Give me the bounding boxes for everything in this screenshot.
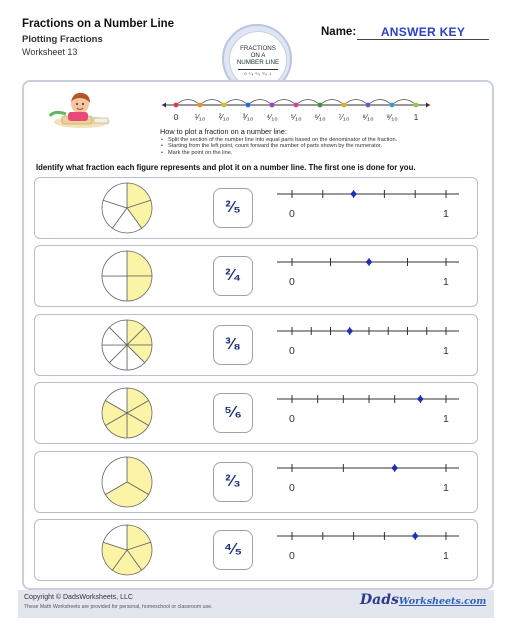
- pie-slice: [127, 251, 152, 276]
- pie-slice: [102, 251, 127, 276]
- fraction-label: ⁵⁄₆: [213, 393, 253, 433]
- how-to-step-3: • Mark the point on the line.: [168, 150, 397, 156]
- tenths-label: ²⁄₁₀: [218, 112, 230, 122]
- usage-note: These Math Worksheets are provided for personal, homeschool or classroom use.: [24, 604, 213, 610]
- tenths-arc: [248, 100, 272, 106]
- problem-graphics: [35, 452, 477, 512]
- fraction-label: ²⁄₅: [213, 188, 253, 228]
- tenths-arc: [296, 100, 320, 106]
- fraction-label: ²⁄₄: [213, 256, 253, 296]
- problem-card: [34, 177, 478, 239]
- tenths-label: ¹⁄₁₀: [194, 112, 206, 122]
- tenths-label: ⁵⁄₁₀: [290, 112, 302, 122]
- tenths-label: 1: [413, 112, 419, 122]
- problem-card: [34, 245, 478, 307]
- fraction-label: ⁴⁄₅: [213, 530, 253, 570]
- tenths-point: [222, 103, 227, 108]
- pie-slice: [127, 276, 152, 301]
- girl-reading-book-icon: [50, 93, 110, 128]
- problem-graphics: [35, 383, 477, 443]
- tenths-label: ⁸⁄₁₀: [362, 112, 374, 122]
- tenths-arc: [368, 100, 392, 106]
- tenths-point: [390, 103, 395, 108]
- tenths-arc: [344, 100, 368, 106]
- tenths-point: [246, 103, 251, 108]
- worksheet-number: Worksheet 13: [22, 47, 78, 57]
- tenths-arc: [392, 100, 416, 106]
- problem-card: [34, 451, 478, 513]
- copyright: Copyright © DadsWorksheets, LLC: [24, 594, 133, 601]
- tenths-arc: [224, 100, 248, 106]
- logo-text: Dads: [360, 592, 399, 608]
- tenths-label: ⁹⁄₁₀: [386, 112, 398, 122]
- instructions: Identify what fraction each figure represents and plot it on a number line. The first one is done for you.: [36, 163, 416, 172]
- how-to-step-1: • Split the section of the number line into equal parts based on the denominator of the fraction.: [168, 137, 397, 143]
- badge-line-2: ON A: [250, 51, 266, 59]
- number-line-end-label: 1: [443, 208, 449, 220]
- tenths-label: ³⁄₁₀: [242, 112, 254, 122]
- plotted-point: [391, 464, 398, 471]
- tenths-point: [318, 103, 323, 108]
- tenths-point: [414, 103, 419, 108]
- problem-graphics: [35, 178, 477, 238]
- how-to-step-2: • Starting from the left point, count forward the number of parts shown by the numerator.: [168, 143, 397, 149]
- plotted-point: [412, 532, 419, 539]
- plotted-point: [366, 258, 373, 265]
- problem-card: [34, 519, 478, 581]
- tenths-label: 0: [173, 112, 179, 122]
- tenths-point: [270, 103, 275, 108]
- number-line-end-label: 1: [443, 276, 449, 288]
- tenths-point: [198, 103, 203, 108]
- number-line-start-label: 0: [289, 413, 295, 425]
- site-logo: [360, 592, 486, 608]
- badge-line-1: FRACTIONS: [240, 44, 276, 52]
- number-line-start-label: 0: [289, 345, 295, 357]
- tenths-arc: [176, 100, 200, 106]
- tenths-arc: [320, 100, 344, 106]
- fraction-label: ³⁄₈: [213, 325, 253, 365]
- number-line-start-label: 0: [289, 482, 295, 494]
- name-line: [357, 39, 489, 40]
- tenths-label: ⁶⁄₁₀: [314, 112, 326, 122]
- badge-line-3: NUMBER LINE: [236, 58, 280, 66]
- number-line-start-label: 0: [289, 276, 295, 288]
- badge-ticks: 0 ¹⁄₈ ²⁄₈ ³⁄₈ 1: [244, 70, 272, 76]
- plotted-point: [346, 327, 353, 334]
- problem-graphics: [35, 520, 477, 580]
- badge-number-line: [238, 69, 278, 70]
- name-label: Name:: [321, 26, 357, 38]
- problem-card: [34, 382, 478, 444]
- tenths-arc: [200, 100, 224, 106]
- tenths-point: [342, 103, 347, 108]
- tenths-point: [294, 103, 299, 108]
- pie-slice: [102, 276, 127, 301]
- plotted-point: [350, 190, 357, 197]
- tenths-label: ⁴⁄₁₀: [266, 112, 278, 122]
- how-to-heading: How to plot a fraction on a number line:: [160, 127, 287, 136]
- worksheet-subtitle: Plotting Fractions: [22, 34, 103, 45]
- number-line-end-label: 1: [443, 345, 449, 357]
- number-line-start-label: 0: [289, 208, 295, 220]
- tenths-point: [366, 103, 371, 108]
- tenths-number-line: [158, 93, 448, 125]
- number-line-end-label: 1: [443, 550, 449, 562]
- answer-key: ANSWER KEY: [380, 25, 466, 39]
- problem-graphics: [35, 246, 477, 306]
- tenths-arrow-left: [162, 103, 166, 108]
- number-line-end-label: 1: [443, 482, 449, 494]
- how-to-steps: [160, 137, 397, 156]
- plotted-point: [417, 395, 424, 402]
- fraction-label: ²⁄₃: [213, 462, 253, 502]
- tenths-point: [174, 103, 179, 108]
- problem-card: [34, 314, 478, 376]
- problem-graphics: [35, 315, 477, 375]
- number-line-start-label: 0: [289, 550, 295, 562]
- logo-site: Worksheets.com: [398, 596, 487, 607]
- worksheet-title: Fractions on a Number Line: [22, 18, 175, 30]
- tenths-arrow-right: [426, 103, 430, 108]
- tenths-arc: [272, 100, 296, 106]
- number-line-end-label: 1: [443, 413, 449, 425]
- tenths-label: ⁷⁄₁₀: [338, 112, 350, 122]
